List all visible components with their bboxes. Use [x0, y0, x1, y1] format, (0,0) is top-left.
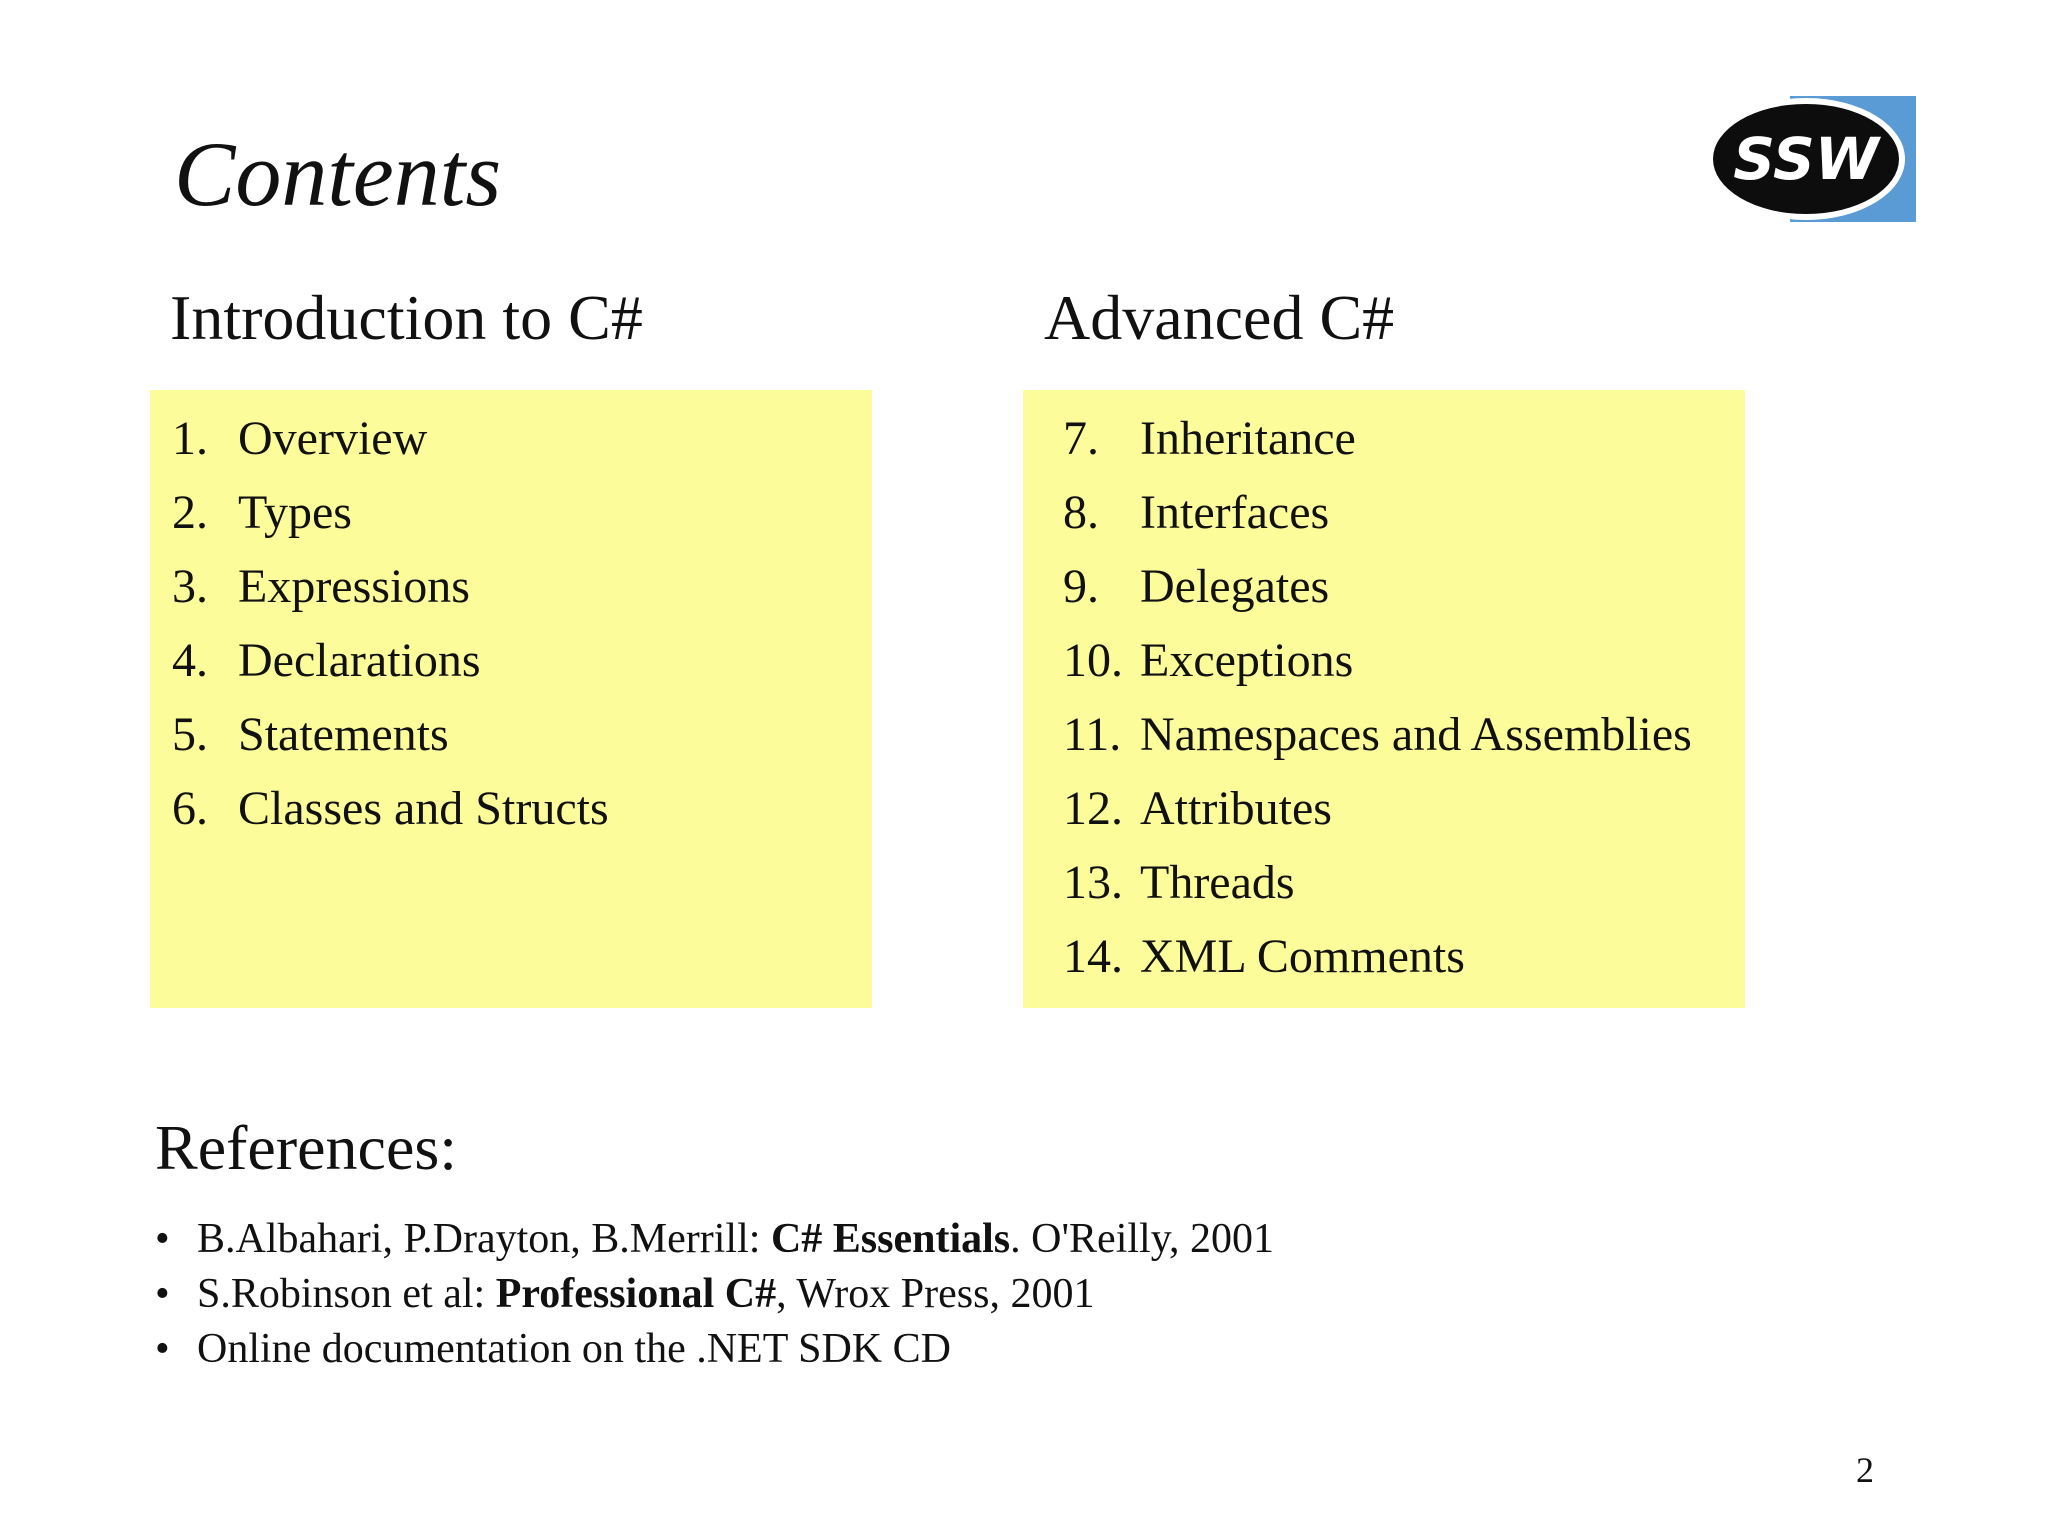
topic-label: Types [238, 486, 352, 539]
topic-number: 14. [1063, 930, 1123, 983]
intro-topic-list [172, 402, 609, 846]
advanced-topic-list [1063, 402, 1692, 994]
topic-number: 12. [1063, 782, 1123, 835]
page-number: 2 [1856, 1450, 1874, 1490]
topic-number: 4. [172, 634, 208, 687]
reference-text: S.Robinson et al: [197, 1271, 496, 1317]
reference-text: B.Albahari, P.Drayton, B.Merrill: [197, 1216, 771, 1262]
topic-item [1063, 476, 1692, 550]
topic-label: Attributes [1140, 782, 1332, 835]
intro-topics-box [150, 390, 872, 1008]
topic-label: Interfaces [1140, 486, 1330, 539]
reference-publisher: , Wrox Press, 2001 [776, 1271, 1095, 1317]
topic-item [172, 698, 609, 772]
reference-title: Professional C# [495, 1271, 777, 1317]
bullet: • [155, 1326, 170, 1372]
reference-publisher: . O'Reilly, 2001 [1010, 1216, 1274, 1262]
topic-label: Statements [238, 708, 449, 761]
topic-item [1063, 624, 1692, 698]
topic-item [1063, 402, 1692, 476]
reference-text: Online documentation on the .NET SDK CD [197, 1326, 951, 1372]
topic-number: 11. [1063, 708, 1122, 761]
topic-label: Declarations [238, 634, 481, 687]
bullet: • [155, 1271, 170, 1317]
ssw-logo [1706, 96, 1916, 222]
topic-number: 3. [172, 560, 208, 613]
advanced-topics-box [1023, 390, 1745, 1008]
topic-label: XML Comments [1140, 930, 1465, 983]
topic-number: 7. [1063, 412, 1099, 465]
topic-label: Namespaces and Assemblies [1140, 708, 1692, 761]
topic-number: 9. [1063, 560, 1099, 613]
topic-item [172, 624, 609, 698]
references-heading: References: [155, 1112, 458, 1183]
topic-label: Expressions [238, 560, 470, 613]
topic-item [1063, 698, 1692, 772]
intro-heading: Introduction to C# [170, 282, 643, 353]
topic-item [172, 476, 609, 550]
topic-number: 8. [1063, 486, 1099, 539]
topic-label: Inheritance [1140, 412, 1356, 465]
topic-label: Classes and Structs [238, 782, 609, 835]
topic-label: Threads [1140, 856, 1295, 909]
topic-number: 6. [172, 782, 208, 835]
topic-label: Delegates [1140, 560, 1330, 613]
topic-item [172, 550, 609, 624]
topic-item [1063, 772, 1692, 846]
reference-item [155, 1322, 1274, 1377]
topic-number: 13. [1063, 856, 1123, 909]
bullet: • [155, 1216, 170, 1262]
reference-item [155, 1212, 1274, 1267]
topic-item [1063, 920, 1692, 994]
reference-title: C# Essentials [770, 1216, 1011, 1262]
topic-item [172, 772, 609, 846]
topic-label: Exceptions [1140, 634, 1354, 687]
references-list [155, 1212, 1274, 1377]
topic-number: 10. [1063, 634, 1123, 687]
topic-label: Overview [238, 412, 428, 465]
reference-item [155, 1267, 1274, 1322]
topic-number: 1. [172, 412, 208, 465]
topic-item [1063, 846, 1692, 920]
topic-number: 2. [172, 486, 208, 539]
topic-item [172, 402, 609, 476]
slide-title: Contents [174, 123, 502, 225]
topic-number: 5. [172, 708, 208, 761]
logo-text: SSW [1733, 125, 1879, 193]
topic-item [1063, 550, 1692, 624]
advanced-heading: Advanced C# [1044, 282, 1395, 353]
